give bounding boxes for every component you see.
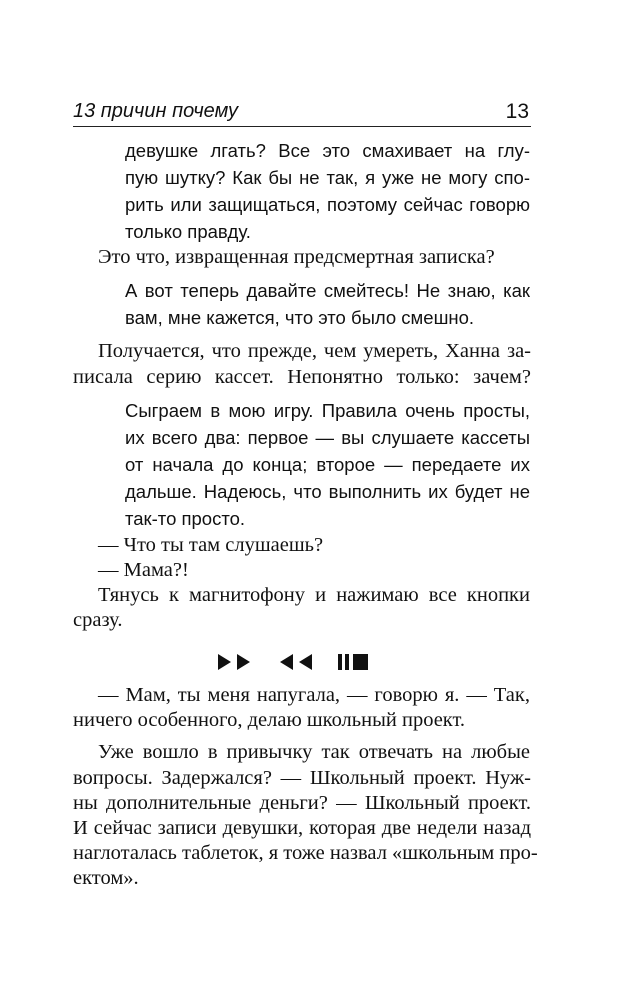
page-header bbox=[73, 98, 531, 127]
narration-line: ектом». bbox=[73, 867, 139, 889]
tape-excerpt-line: рить или защищаться, поэтому сейчас говорю bbox=[125, 194, 530, 215]
dialogue-line: — Мама?! bbox=[98, 559, 189, 581]
narration-line: И сейчас записи девушки, которая две недели назад bbox=[73, 817, 531, 839]
tape-excerpt-line: А вот теперь давайте смейтесь! Не знаю, как bbox=[125, 280, 530, 301]
narration-line: сразу. bbox=[73, 609, 123, 631]
narration-line: Уже вошло в привычку так отвечать на любые bbox=[98, 741, 530, 763]
dialogue-line: — Что ты там слушаешь? bbox=[98, 534, 324, 556]
tape-excerpt-line: девушке лгать? Все это смахивает на глу- bbox=[125, 140, 530, 161]
tape-excerpt-line: вам, мне кажется, что это было смешно. bbox=[125, 307, 475, 328]
tape-excerpt-line: только правду. bbox=[125, 221, 251, 242]
page-number: 13 bbox=[505, 100, 529, 123]
narration-line: Это что, извращенная предсмертная записка? bbox=[98, 246, 495, 268]
narration-line: Получается, что прежде, чем умереть, Ханна за- bbox=[98, 340, 531, 362]
rewind-icon bbox=[280, 654, 312, 670]
tape-excerpt-line: пую шутку? Как бы не так, я уже не могу спо- bbox=[125, 167, 530, 188]
stop-icon bbox=[353, 654, 368, 670]
narration-line: Тянусь к магнитофону и нажимаю все кнопки bbox=[98, 584, 530, 606]
tape-excerpt-line: дальше. Надеюсь, что выполнить их будет не bbox=[125, 481, 530, 502]
dialogue-line: — Мам, ты меня напугала, — говорю я. — Так, bbox=[98, 684, 530, 706]
tape-excerpt-line: их всего два: первое — вы слушаете кассеты bbox=[125, 427, 530, 448]
fast-forward-icon bbox=[218, 654, 250, 670]
narration-line: наглоталась таблеток, я тоже назвал «школьным про- bbox=[73, 842, 538, 864]
running-title: 13 причин почему bbox=[73, 100, 239, 122]
narration-line: вопросы. Задержался? — Школьный проект. Нуж- bbox=[73, 767, 531, 789]
tape-controls-separator bbox=[218, 652, 388, 672]
tape-excerpt-line: Сыграем в мою игру. Правила очень просты, bbox=[125, 400, 530, 421]
pause-icon bbox=[338, 654, 349, 670]
tape-excerpt-line: от начала до конца; второе — передаете их bbox=[125, 454, 530, 475]
narration-line: ны дополнительные деньги? — Школьный проект. bbox=[73, 792, 531, 814]
tape-excerpt-line: так-то просто. bbox=[125, 508, 246, 529]
narration-line: писала серию кассет. Непонятно только: зачем? bbox=[73, 366, 531, 388]
dialogue-line: ничего особенного, делаю школьный проект. bbox=[73, 709, 466, 731]
